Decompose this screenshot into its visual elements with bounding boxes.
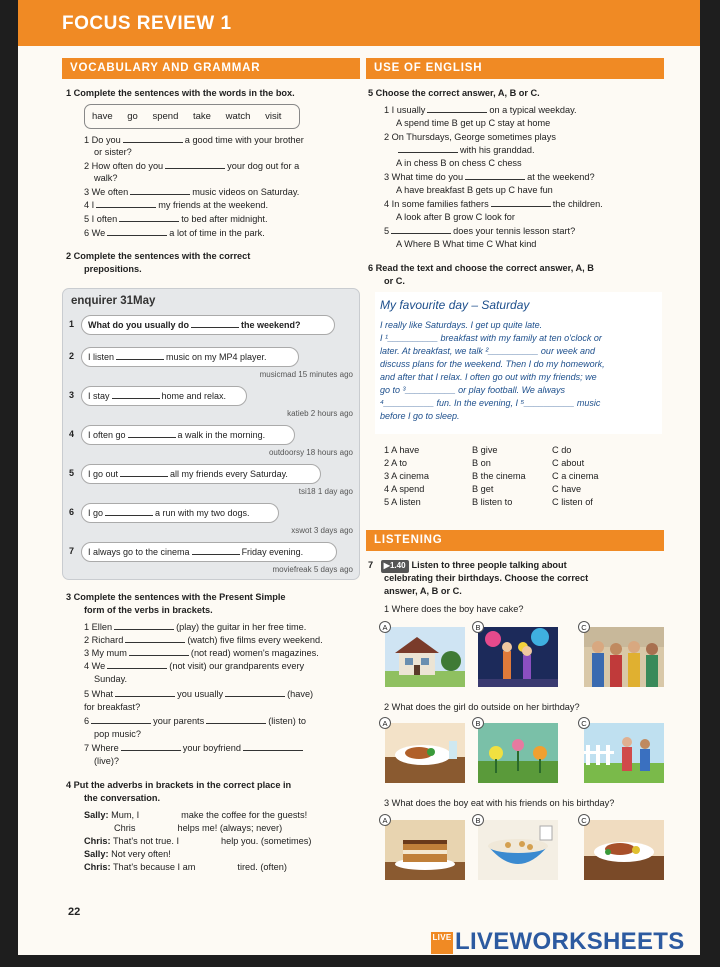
section-vocab-grammar: VOCABULARY AND GRAMMAR [62, 58, 360, 79]
option-label[interactable]: B [472, 621, 484, 633]
post-number: 7 [69, 546, 75, 556]
cake-image[interactable] [385, 820, 465, 880]
answer-blank[interactable] [465, 172, 525, 180]
post-meta: xswot 3 days ago [291, 526, 353, 535]
flowers-icon [478, 723, 558, 783]
ex3-item: for breakfast? [84, 702, 141, 712]
option[interactable]: B get [472, 484, 494, 494]
garden-image[interactable] [478, 723, 558, 783]
post-number: 4 [69, 429, 75, 439]
ex5-instruction: 5 Choose the correct answer, A, B or C. [368, 88, 540, 98]
ex2-instruction: 2 Complete the sentences with the correct [66, 251, 251, 261]
ex4-line: Chris helps me! (always; never) [114, 823, 283, 833]
ex5-item: 5 does your tennis lesson start? [384, 226, 576, 236]
ex4-instruction: 4 Put the adverbs in brackets in the correct place in [66, 780, 292, 790]
option[interactable]: C about [552, 458, 585, 468]
ex2-instruction: prepositions. [84, 264, 142, 274]
forum-title: enquirer 31May [71, 295, 156, 307]
ex3-item: 5 What you usually (have) [84, 689, 314, 699]
option[interactable]: 3 A cinema [384, 471, 429, 481]
answer-blank[interactable] [191, 320, 239, 328]
ex3-item: (live)? [94, 756, 120, 766]
answer-blank[interactable] [192, 547, 240, 555]
party-icon [478, 627, 558, 687]
ex4-line: Chris: That's because I am tired. (often) [84, 862, 287, 872]
party-image[interactable] [478, 627, 558, 687]
people-icon [584, 627, 664, 687]
ex6-instruction: or C. [384, 276, 405, 286]
answer-blank[interactable] [398, 145, 458, 153]
ex5-options: A look after B grow C look for [396, 212, 515, 222]
post-meta: tsi18 1 day ago [298, 487, 353, 496]
word: have [92, 111, 113, 122]
word-box [84, 104, 300, 129]
house-icon [385, 627, 465, 687]
answer-blank[interactable] [165, 161, 225, 169]
forum-post: I stay home and relax. [81, 386, 247, 406]
ex3-item: pop music? [94, 729, 141, 739]
forum-post: I always go to the cinema Friday evening. [81, 542, 337, 562]
answer-blank[interactable] [114, 622, 174, 630]
answer-blank[interactable] [225, 689, 285, 697]
story-title: My favourite day – Saturday [380, 298, 530, 312]
meal-icon [385, 723, 465, 783]
option-label[interactable]: B [472, 814, 484, 826]
answer-blank[interactable] [112, 391, 160, 399]
house-image[interactable] [385, 627, 465, 687]
ex3-item: 6 your parents (listen) to [84, 716, 306, 726]
ex3-instruction: form of the verbs in brackets. [84, 605, 213, 615]
option[interactable]: C have [552, 484, 582, 494]
post-meta: musicmad 15 minutes ago [259, 370, 353, 379]
answer-blank[interactable] [491, 199, 551, 207]
answer-blank[interactable] [96, 200, 156, 208]
story-line: I ¹__________ breakfast with my family at ten o'clock or [380, 333, 602, 343]
header-bar [18, 0, 700, 46]
ex5-options: A in chess B on chess C chess [396, 158, 522, 168]
answer-blank[interactable] [123, 135, 183, 143]
story-line: I really like Saturdays. I get up quite late. [380, 320, 543, 330]
answer-blank[interactable] [129, 648, 189, 656]
option-label[interactable]: A [379, 717, 391, 729]
word: watch [225, 111, 251, 122]
forum-post: I go out all my friends every Saturday. [81, 464, 321, 484]
ex3-item: 4 We (not visit) our grandparents every [84, 661, 305, 671]
option[interactable]: B give [472, 445, 498, 455]
option[interactable]: 2 A to [384, 458, 407, 468]
forum-post: What do you usually do the weekend? [81, 315, 335, 335]
option[interactable]: B on [472, 458, 491, 468]
answer-blank[interactable] [121, 743, 181, 751]
option[interactable]: 1 A have [384, 445, 420, 455]
option-label[interactable]: C [578, 621, 590, 633]
post-meta: moviefreak 5 days ago [272, 565, 353, 574]
ex3-item: 7 Where your boyfriend [84, 742, 305, 755]
ex5-options: A Where B What time C What kind [396, 239, 537, 249]
option-label[interactable]: C [578, 717, 590, 729]
ex4-line: Sally: Not very often! [84, 849, 171, 859]
story-line: later. At breakfast, we talk ²__________ our week and [380, 346, 595, 356]
option-label[interactable]: A [379, 621, 391, 633]
ex7-instruction: 7 ▶1.40 Listen to three people talking about [368, 559, 567, 573]
section-listening: LISTENING [366, 530, 664, 551]
forum-panel [62, 288, 360, 580]
listening-question: 2 What does the girl do outside on her birthday? [384, 702, 580, 712]
friends-image[interactable] [584, 627, 664, 687]
forum-post: I often go a walk in the morning. [81, 425, 295, 445]
answer-blank[interactable] [391, 226, 451, 234]
ex5-item: 3 What time do you at the weekend? [384, 172, 595, 182]
post-number: 5 [69, 468, 75, 478]
story-line: ⁴__________ fun. In the evening, I ⁵__________ music [380, 398, 601, 408]
answer-blank[interactable] [128, 430, 176, 438]
ex6-instruction: 6 Read the text and choose the correct answer, A, B [368, 263, 594, 273]
brand-mark: LIVE [431, 932, 453, 954]
option[interactable]: 4 A spend [384, 484, 425, 494]
option[interactable]: C a cinema [552, 471, 599, 481]
answer-blank[interactable] [119, 214, 179, 222]
bowl-icon [478, 820, 558, 880]
answer-blank[interactable] [206, 716, 266, 724]
option[interactable]: 5 A listen [384, 497, 421, 507]
answer-blank[interactable] [107, 228, 167, 236]
option[interactable]: B listen to [472, 497, 513, 507]
ex1-item: 5 I often to bed after midnight. [84, 214, 268, 224]
answer-blank[interactable] [130, 187, 190, 195]
answer-blank[interactable] [427, 105, 487, 113]
ex4-instruction: the conversation. [84, 793, 161, 803]
ex5-item: 4 In some families fathers the children. [384, 199, 603, 209]
brand-logo: LIVE LIVEWORKSHEETS [432, 928, 685, 955]
ex1-item: 2 How often do you your dog out for a [84, 161, 300, 171]
ex1-item: or sister? [94, 147, 132, 157]
ex3-item: 1 Ellen (play) the guitar in her free time. [84, 622, 307, 632]
answer-blank[interactable] [243, 743, 303, 751]
roast-image[interactable] [584, 820, 664, 880]
story-line: before I go to sleep. [380, 411, 460, 421]
ex1-item: 1 Do you a good time with your brother [84, 135, 304, 145]
story-line: and after that I relax. I often go out with my friends; we [380, 372, 597, 382]
post-meta: outdoorsy 18 hours ago [268, 448, 353, 457]
ex7-instruction: answer, A, B or C. [384, 586, 462, 596]
ex5-item: 2 On Thursdays, George sometimes plays [384, 132, 556, 142]
story-line: go to ³__________ or play football. We always [380, 385, 565, 395]
cake-icon [385, 820, 465, 880]
option-label[interactable]: A [379, 814, 391, 826]
post-number: 3 [69, 390, 75, 400]
option[interactable]: C do [552, 445, 572, 455]
forum-post: I listen music on my MP4 player. [81, 347, 299, 367]
worksheet-page [18, 0, 700, 955]
picnic-image[interactable] [584, 723, 664, 783]
ex1-item: 6 We a lot of time in the park. [84, 228, 265, 238]
answer-blank[interactable] [105, 508, 153, 516]
section-use-of-english: USE OF ENGLISH [366, 58, 664, 79]
answer-blank[interactable] [91, 716, 151, 724]
answer-blank[interactable] [125, 635, 185, 643]
option[interactable]: B the cinema [472, 471, 526, 481]
ex4-line: Sally: Mum, I make the coffee for the guests! [84, 810, 308, 820]
ex1-instruction: 1 Complete the sentences with the words in the box. [66, 88, 295, 98]
ex1-item: 4 I my friends at the weekend. [84, 200, 269, 210]
ex3-item: 3 My mum (not read) women's magazines. [84, 648, 319, 658]
ex3-item: 2 Richard (watch) five films every weekend. [84, 635, 323, 645]
fence-icon [584, 723, 664, 783]
audio-icon[interactable]: ▶1.40 [381, 560, 409, 573]
story-line: discuss plans for the weekend. Then I do my homework, [380, 359, 605, 369]
answer-blank[interactable] [115, 689, 175, 697]
post-meta: katieb 2 hours ago [287, 409, 353, 418]
ex5-item: 1 I usually on a typical weekday. [384, 105, 577, 115]
ex1-item: walk? [94, 173, 118, 183]
page-number: 22 [68, 906, 81, 918]
ex7-instruction: celebrating their birthdays. Choose the correct [384, 573, 589, 583]
option-label[interactable]: B [472, 717, 484, 729]
answer-blank[interactable] [120, 469, 168, 477]
post-number: 2 [69, 351, 75, 361]
ex3-instruction: 3 Complete the sentences with the Present Simple [66, 592, 286, 602]
ex5-options: A spend time B get up C stay at home [396, 118, 551, 128]
word: take [193, 111, 211, 122]
ex1-item: 3 We often music videos on Saturday. [84, 187, 300, 197]
cereal-image[interactable] [478, 820, 558, 880]
option-label[interactable]: C [578, 814, 590, 826]
post-number: 6 [69, 507, 75, 517]
page-title: FOCUS REVIEW 1 [62, 13, 232, 34]
roast-icon [584, 820, 664, 880]
listening-question: 3 What does the boy eat with his friends on his birthday? [384, 798, 615, 808]
ex4-line: Chris: That's not true. I help you. (sometimes) [84, 836, 312, 846]
word: go [127, 111, 138, 122]
answer-blank[interactable] [107, 661, 167, 669]
word: visit [265, 111, 282, 122]
listening-question: 1 Where does the boy have cake? [384, 604, 524, 614]
answer-blank[interactable] [116, 352, 164, 360]
forum-post: I go a run with my two dogs. [81, 503, 279, 523]
ex5-item: with his granddad. [396, 144, 535, 157]
ex5-options: A have breakfast B gets up C have fun [396, 185, 553, 195]
story-box [375, 292, 662, 434]
dinner-image[interactable] [385, 723, 465, 783]
post-number: 1 [69, 319, 75, 329]
ex3-item: Sunday. [94, 674, 128, 684]
option[interactable]: C listen of [552, 497, 593, 507]
word: spend [152, 111, 179, 122]
